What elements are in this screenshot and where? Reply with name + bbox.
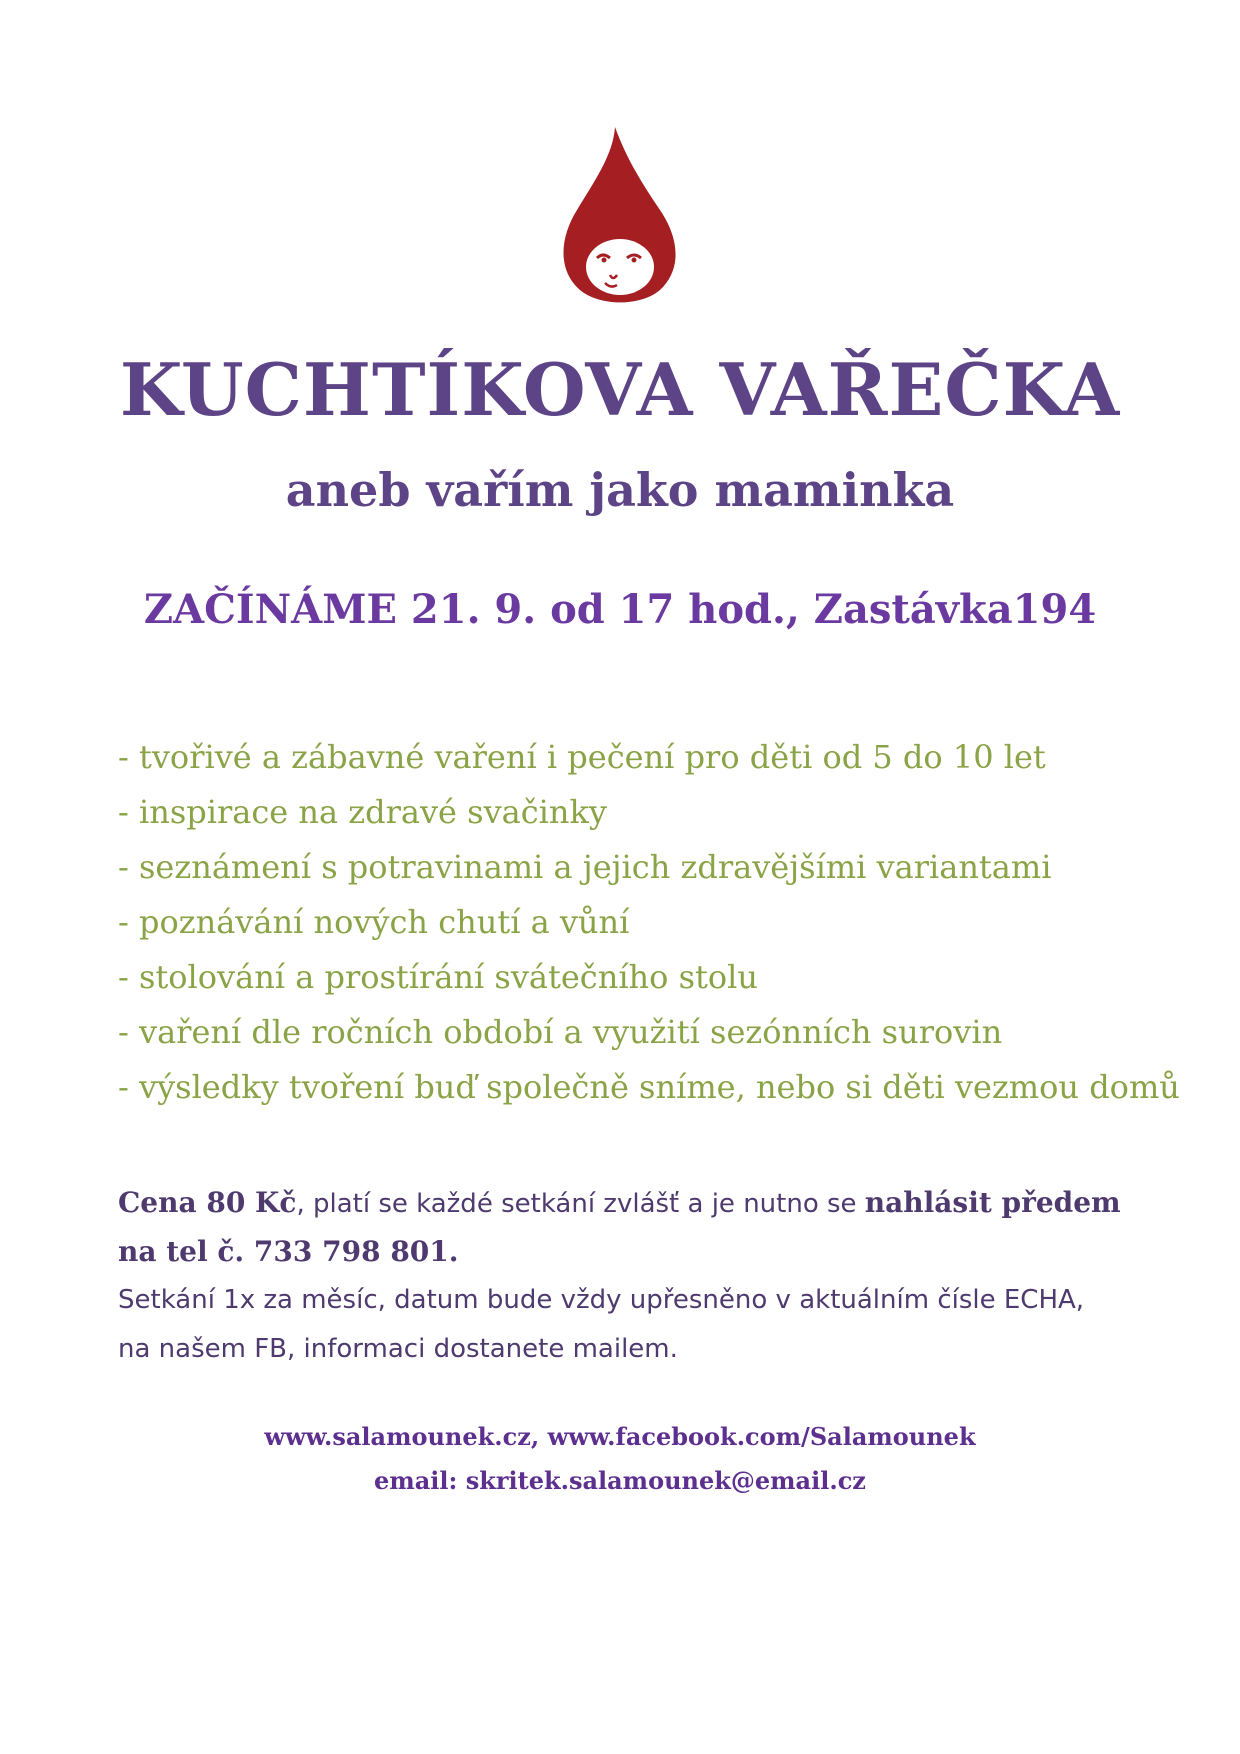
feature-item: - inspirace na zdravé svačinky [118,793,607,831]
price-rest-text: , platí se každé setkání zvlášť a je nutno se [296,1189,865,1219]
footer-contacts [0,1415,1240,1503]
feature-item: - tvořivé a zábavné vaření i pečení pro děti od 5 do 10 let [118,738,1046,776]
schedule-line-1: Setkání 1x za měsíc, datum bude vždy upřesněno v aktuálním čísle ECHA, [118,1285,1085,1315]
price-text: Cena 80 Kč [118,1186,297,1219]
price-line [118,1178,1121,1227]
info-block [118,1178,1121,1374]
flame-face-icon [555,125,685,305]
feature-item: - stolování a prostírání svátečního stolu [118,958,758,996]
page-subtitle: aneb vařím jako maminka [285,463,955,517]
register-text: nahlásit předem [864,1186,1121,1219]
feature-item: - vaření dle ročních období a využití sezónních surovin [118,1013,1003,1051]
feature-list [118,730,1208,1115]
schedule-line-2: na našem FB, informaci dostanete mailem. [118,1334,678,1364]
web-links[interactable]: www.salamounek.cz, www.facebook.com/Salamounek [264,1422,976,1451]
page-title: KUCHTÍKOVA VAŘEČKA [119,347,1121,432]
feature-item: - seznámení s potravinami a jejich zdravějšími variantami [118,848,1052,886]
email-link[interactable]: email: skritek.salamounek@email.cz [374,1466,866,1495]
start-date-line: ZAČÍNÁME 21. 9. od 17 hod., Zastávka194 [143,586,1097,633]
feature-item: - výsledky tvoření buď společně sníme, nebo si děti vezmou domů [118,1068,1180,1106]
feature-item: - poznávání nových chutí a vůní [118,903,630,941]
phone-line: na tel č. 733 798 801. [118,1235,459,1268]
